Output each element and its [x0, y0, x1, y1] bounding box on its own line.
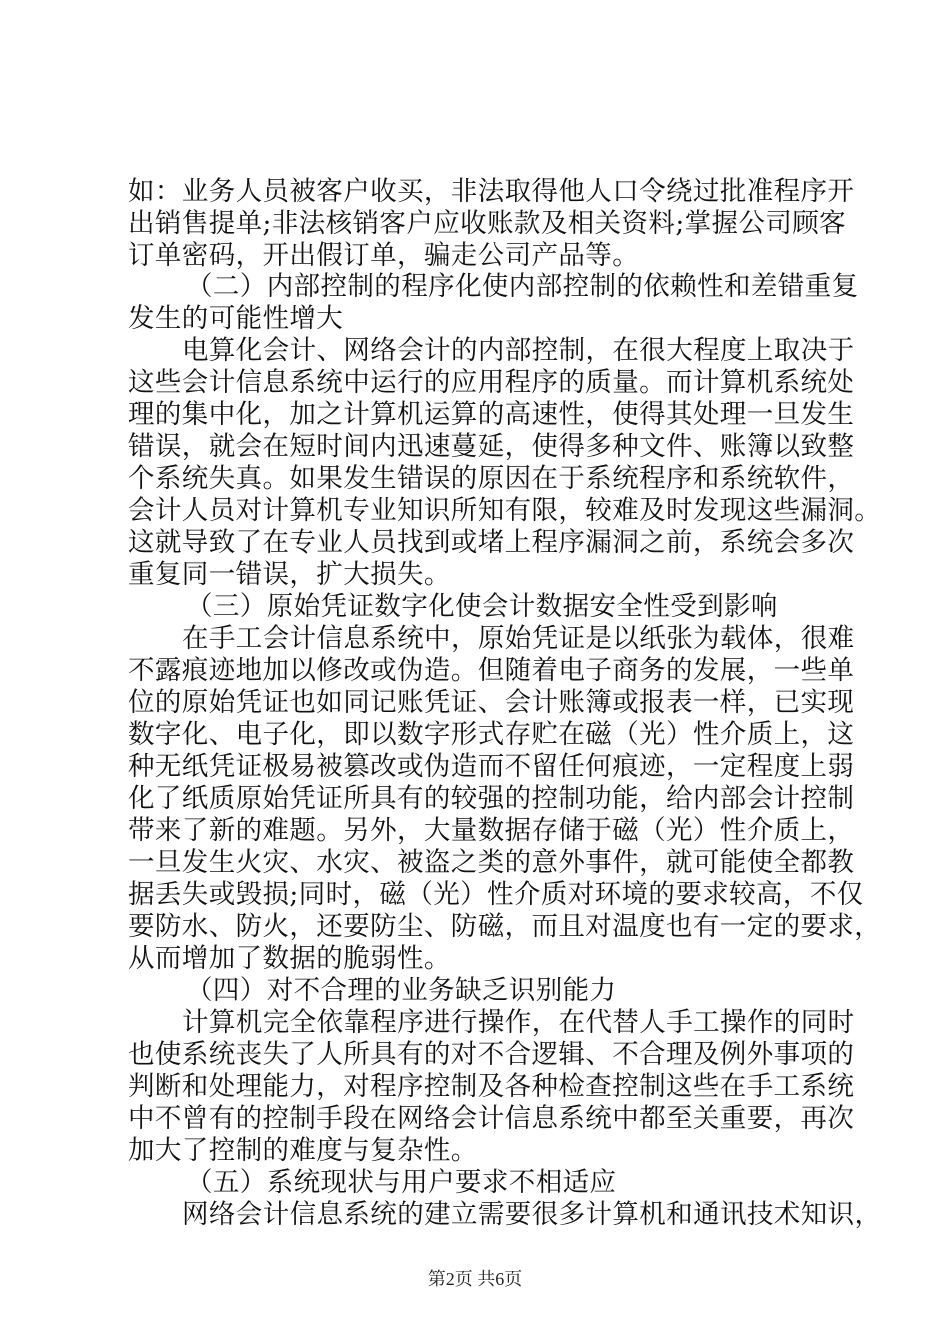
- text-line: 种无纸凭证极易被篡改或伪造而不留任何痕迹，一定程度上弱: [128, 751, 855, 782]
- section-heading: （二）内部控制的程序化使内部控制的依赖性和差错重复: [186, 271, 859, 302]
- text-line: 电算化会计、网络会计的内部控制，在很大程度上取决于: [182, 335, 855, 366]
- text-line: 个系统失真。如果发生错误的原因在于系统程序和系统软件，: [128, 463, 855, 494]
- text-line: 判断和处理能力，对程序控制及各种检查控制这些在手工系统: [128, 1071, 855, 1102]
- text-line: 这些会计信息系统中运行的应用程序的质量。而计算机系统处: [128, 367, 855, 398]
- text-line: 计算机完全依靠程序进行操作，在代替人手工操作的同时: [182, 1007, 855, 1038]
- section-heading: （三）原始凭证数字化使会计数据安全性受到影响: [186, 591, 778, 622]
- text-line: 如：业务人员被客户收买，非法取得他人口令绕过批准程序开: [128, 176, 855, 207]
- text-line: 位的原始凭证也如同记账凭证、会计账簿或报表一样，已实现: [128, 687, 855, 718]
- text-line: 带来了新的难题。另外，大量数据存储于磁（光）性介质上，: [128, 815, 855, 846]
- text-line: 订单密码，开出假订单，骗走公司产品等。: [128, 240, 640, 271]
- text-line: 化了纸质原始凭证所具有的较强的控制功能，给内部会计控制: [128, 783, 855, 814]
- section-heading: （五）系统现状与用户要求不相适应: [186, 1167, 617, 1198]
- section-heading-continued: 发生的可能性增大: [128, 303, 344, 334]
- text-line: 重复同一错误，扩大损失。: [128, 559, 451, 590]
- text-line: 会计人员对计算机专业知识所知有限，较难及时发现这些漏洞。: [128, 495, 882, 526]
- text-line: 中不曾有的控制手段在网络会计信息系统中都至关重要，再次: [128, 1103, 855, 1134]
- text-line: 这就导致了在专业人员找到或堵上程序漏洞之前，系统会多次: [128, 527, 855, 558]
- text-line: 从而增加了数据的脆弱性。: [128, 943, 451, 974]
- page-number-footer: 第2页 共6页: [427, 1269, 523, 1289]
- text-line: 理的集中化，加之计算机运算的高速性，使得其处理一旦发生: [128, 399, 855, 430]
- text-line: 错误，就会在短时间内迅速蔓延，使得多种文件、账簿以致整: [128, 431, 855, 462]
- text-line: 加大了控制的难度与复杂性。: [128, 1135, 478, 1166]
- text-line: 数字化、电子化，即以数字形式存贮在磁（光）性介质上，这: [128, 719, 855, 750]
- section-heading: （四）对不合理的业务缺乏识别能力: [186, 975, 617, 1006]
- text-line: 不露痕迹地加以修改或伪造。但随着电子商务的发展，一些单: [128, 655, 855, 686]
- text-line: 也使系统丧失了人所具有的对不合逻辑、不合理及例外事项的: [128, 1039, 855, 1070]
- text-line: 一旦发生火灾、水灾、被盗之类的意外事件，就可能使全都教: [128, 847, 855, 878]
- text-line: 出销售提单;非法核销客户应收账款及相关资料;掌握公司顾客: [128, 208, 847, 239]
- text-line: 在手工会计信息系统中，原始凭证是以纸张为载体，很难: [182, 623, 855, 654]
- text-line: 据丢失或毁损;同时，磁（光）性介质对环境的要求较高，不仅: [128, 879, 864, 910]
- text-line: 要防水、防火，还要防尘、防磁，而且对温度也有一定的要求，: [128, 911, 882, 942]
- text-line: 网络会计信息系统的建立需要很多计算机和通讯技术知识，: [182, 1199, 882, 1230]
